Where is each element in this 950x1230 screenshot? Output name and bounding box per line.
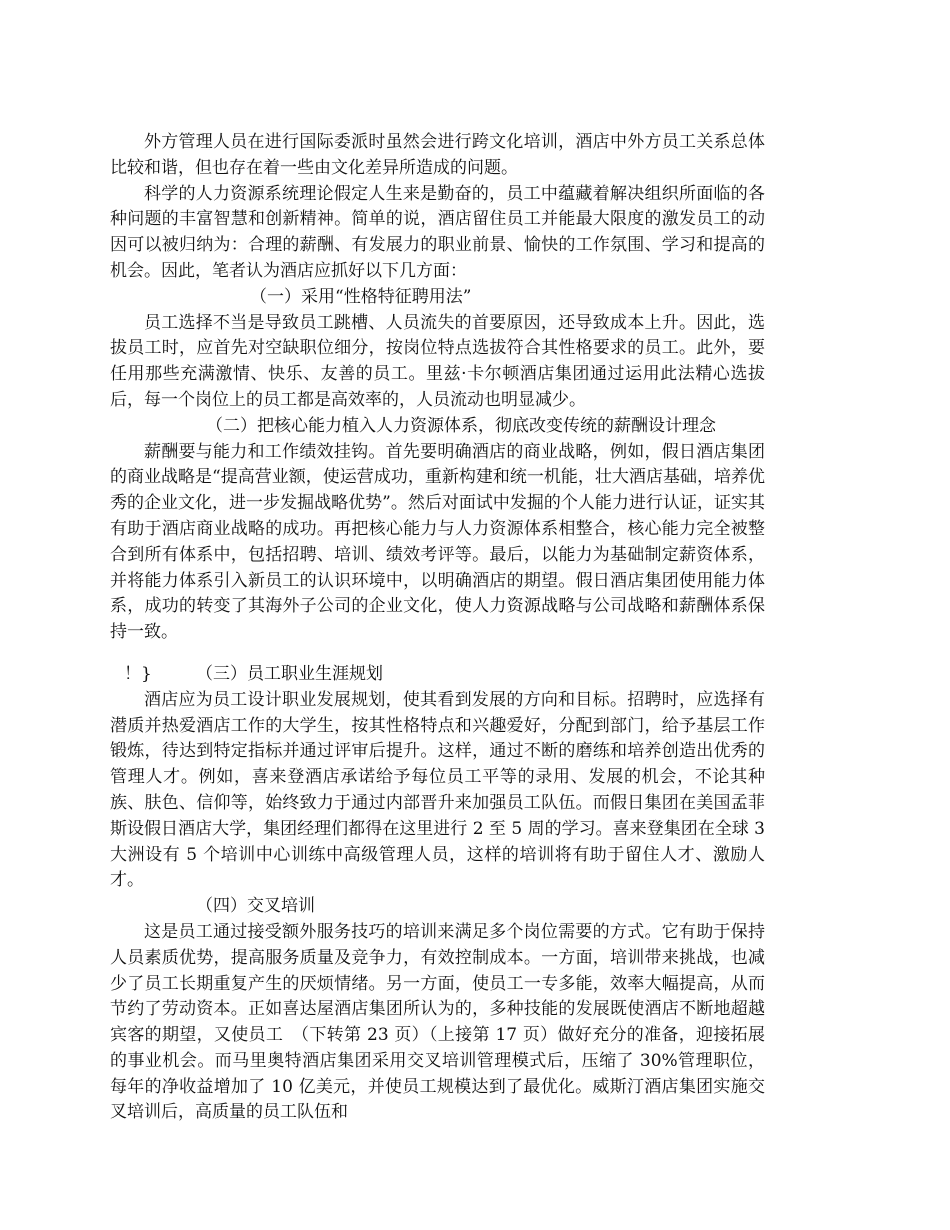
paragraph-3: 员工选择不当是导致员工跳槽、人员流失的首要原因，还导致成本上升。因此，选拔员工时，应首先对空缺职位细分，按岗位特点选拔符合其性格要求的员工。此外，要任用那些充满激情、快乐、友善的员工。里兹·卡尔顿酒店集团通过运用此法精心选拔后，每一个岗位上的员工都是高效率的，人员流动也明显减少。: [110, 312, 765, 410]
paragraph-1: 外方管理人员在进行国际委派时虽然会进行跨文化培训，酒店中外方员工关系总体比较和谐，但也存在着一些由文化差异所造成的问题。: [110, 132, 765, 178]
document-page: [110, 130, 765, 1126]
section-heading-4: （四）交叉培训: [196, 896, 315, 917]
section-heading-1: （一）采用“性格特征聘用法”: [250, 286, 472, 307]
section-heading-3: （三）员工职业生涯规划: [196, 663, 383, 684]
section-heading-2: （二）把核心能力植入人力资源体系，彻底改变传统的薪酬设计理念: [206, 415, 716, 436]
section-heading-3-row: [110, 662, 765, 688]
stray-mark: ！}: [124, 663, 152, 684]
paragraph-5: 酒店应为员工设计职业发展规划，使其看到发展的方向和目标。招聘时，应选择有潜质并热爱酒店工作的大学生，按其性格特点和兴趣爱好，分配到部门，给予基层工作锻炼，待达到特定指标并通过评审后提升。这样，通过不断的磨练和培养创造出优秀的管理人才。例如，喜来登酒店承诺给予每位员工平等的录用、发展的机会，不论其种族、肤色、信仰等，始终致力于通过内部晋升来加强员工队伍。而假日集团在美国孟菲斯设假日酒店大学，集团经理们都得在这里进行 2 至 5 周的学习。喜来登集团在全球 3 大洲设有 5 个培训中心训练中高级管理人员，这样的培训将有助于留住人才、激励人才。: [110, 689, 765, 891]
paragraph-6: 这是员工通过接受额外服务技巧的培训来满足多个岗位需要的方式。它有助于保持人员素质优势，提高服务质量及竞争力，有效控制成本。一方面，培训带来挑战，也减少了员工长期重复产生的厌烦情绪。另一方面，使员工一专多能，效率大幅提高，从而节约了劳动资本。正如喜达屋酒店集团所认为的，多种技能的发展既使酒店不断地超越宾客的期望，又使员工 （下转第 23 页）（上接第 17 页）做好充分的准备，迎接拓展的事业机会。而马里奥特酒店集团采用交叉培训管理模式后，压缩了 30%管理职位，每年的净收益增加了 10 亿美元，并使员工规模达到了最优化。威斯汀酒店集团实施交叉培训后，高质量的员工队伍和: [110, 921, 765, 1123]
paragraph-4: 薪酬要与能力和工作绩效挂钩。首先要明确酒店的商业战略，例如，假日酒店集团的商业战略是“提高营业额，使运营成功，重新构建和统一机能，壮大酒店基础，培养优秀的企业文化，进一步发掘战略优势”。然后对面试中发掘的个人能力进行认证，证实其有助于酒店商业战略的成功。再把核心能力与人力资源体系相整合，核心能力完全被整合到所有体系中，包括招聘、培训、绩效考评等。最后，以能力为基础制定薪资体系，并将能力体系引入新员工的认识环境中，以明确酒店的期望。假日酒店集团使用能力体系，成功的转变了其海外子公司的企业文化，使人力资源战略与公司战略和薪酬体系保持一致。: [110, 441, 765, 643]
paragraph-2: 科学的人力资源系统理论假定人生来是勤奋的，员工中蕴藏着解决组织所面临的各种问题的丰富智慧和创新精神。简单的说，酒店留住员工并能最大限度的激发员工的动因可以被归纳为：合理的薪酬、有发展力的职业前景、愉快的工作氛围、学习和提高的机会。因此，笔者认为酒店应抓好以下几方面：: [110, 183, 765, 281]
